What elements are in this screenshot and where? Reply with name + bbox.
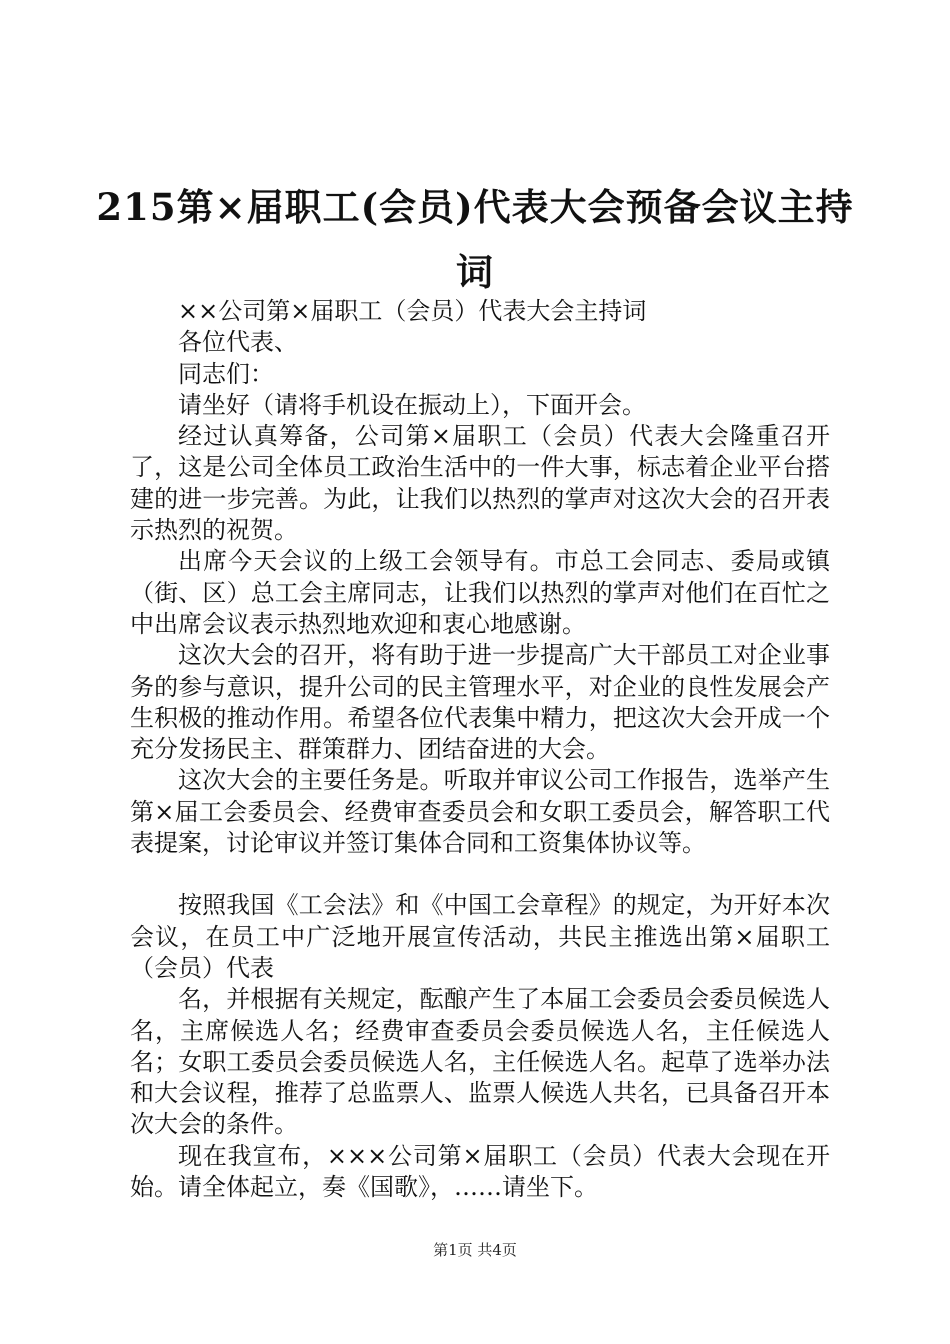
- paragraph-congratulation: 经过认真筹备，公司第×届职工（会员）代表大会隆重召开了，这是公司全体员工政治生活中的一件大事，标志着企业平台搭建的进一步完善。为此，让我们以热烈的掌声对这次大会的召开表示热烈的祝贺。: [130, 422, 830, 545]
- paragraph-salutation-2: 同志们：: [178, 359, 274, 388]
- page-footer: 第1页 共4页: [433, 1241, 517, 1259]
- document-title-line-2: 词: [456, 250, 494, 294]
- document-title-line-1: 215第×届职工(会员)代表大会预备会议主持: [96, 185, 854, 229]
- paragraph-leaders: 出席今天会议的上级工会领导有。市总工会同志、委局或镇（街、区）总工会主席同志，让我们以热烈的掌声对他们在百忙之中出席会议表示热烈地欢迎和衷心地感谢。: [130, 547, 830, 638]
- paragraph-election: 按照我国《工会法》和《中国工会章程》的规定，为开好本次会议，在员工中广泛地开展宣传活动，共民主推选出第×届职工（会员）代表: [130, 891, 830, 982]
- paragraph-announcement: 现在我宣布，×××公司第×届职工（会员）代表大会现在开始。请全体起立，奏《国歌》，……请坐下。: [130, 1141, 830, 1202]
- paragraph-opening: 请坐好（请将手机设在振动上），下面开会。: [178, 390, 646, 419]
- document-body: [130, 296, 830, 1203]
- paragraph-salutation-1: 各位代表、: [178, 328, 298, 357]
- paragraph-significance: 这次大会的召开，将有助于进一步提高广大干部员工对企业事务的参与意识，提升公司的民主管理水平，对企业的良性发展会产生积极的推动作用。希望各位代表集中精力，把这次大会开成一个充分发扬民主、群策群力、团结奋进的大会。: [130, 641, 830, 764]
- paragraph-heading: ××公司第×届职工（会员）代表大会主持词: [178, 297, 647, 325]
- paragraph-tasks: 这次大会的主要任务是。听取并审议公司工作报告，选举产生第×届工会委员会、经费审查委员会和女职工委员会，解答职工代表提案，讨论审议并签订集体合同和工资集体协议等。: [130, 766, 830, 858]
- paragraph-candidates: 名，并根据有关规定，酝酿产生了本届工会委员会委员候选人名，主席候选人名；经费审查委员会委员候选人名，主任候选人名；女职工委员会委员候选人名，主任候选人名。起草了选举办法和大会议程，推荐了总监票人、监票人候选人共名，已具备召开本次大会的条件。: [130, 985, 830, 1139]
